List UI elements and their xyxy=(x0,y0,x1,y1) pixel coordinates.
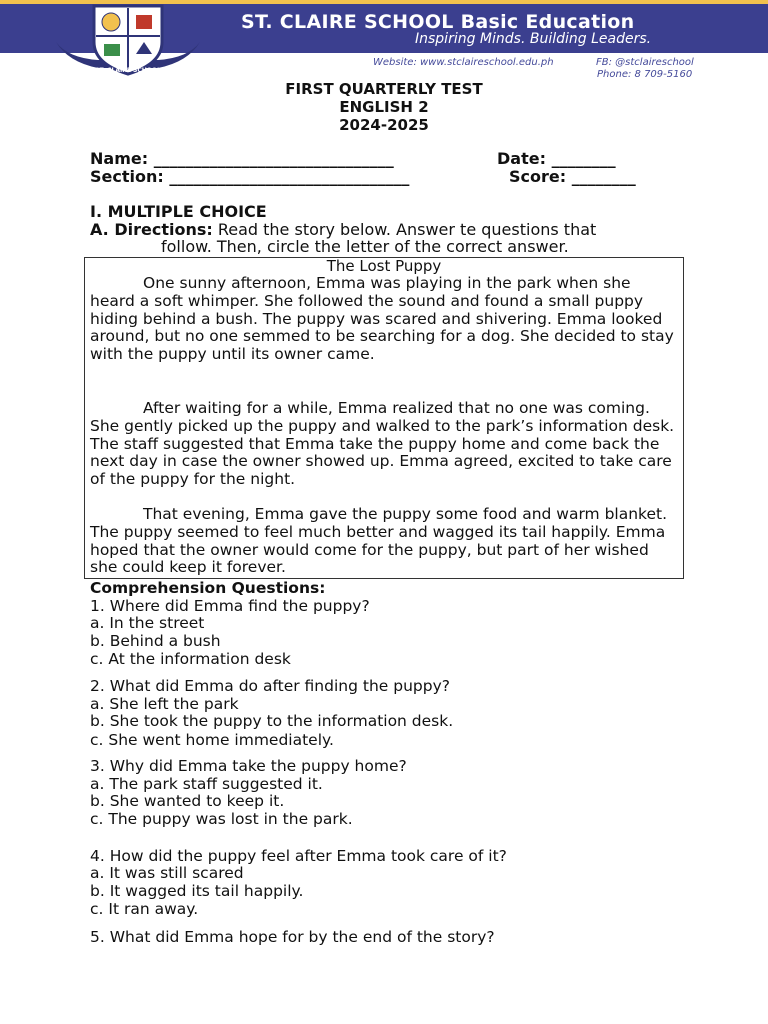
leaf-icon xyxy=(104,44,120,56)
story-paragraph-2: After waiting for a while, Emma realized that no one was coming. She gently picked up the puppy and walked to the park’s information desk. The staff suggested that Emma take the puppy home and come back the next day in case the owner showed up. Emma agreed, excited to take care of the puppy for the night. xyxy=(90,399,675,489)
section-label: Section: xyxy=(90,167,164,186)
question-3: 3. Why did Emma take the puppy home? xyxy=(90,757,407,775)
question-5: 5. What did Emma hope for by the end of the story? xyxy=(90,928,495,946)
date-blank[interactable]: ________ xyxy=(551,149,616,168)
score-blank[interactable]: ________ xyxy=(571,167,636,186)
name-blank[interactable]: ______________________________ xyxy=(153,149,394,168)
book-icon xyxy=(136,15,152,29)
question-2: 2. What did Emma do after finding the puppy? xyxy=(90,677,450,695)
story-paragraph-1: One sunny afternoon, Emma was playing in the park when she heard a soft whimper. She followed the sound and found a small puppy hiding behind a bush. The puppy was scared and shivering. Emma looked around, but no one semmed to be searching for a dog. She decided to stay with the puppy until its owner came. xyxy=(90,274,674,364)
date-field[interactable] xyxy=(497,149,616,168)
score-label: Score: xyxy=(509,167,567,186)
question-1-option-a[interactable]: a. In the street xyxy=(90,614,205,632)
question-1: 1. Where did Emma find the puppy? xyxy=(90,597,370,615)
question-2-option-a[interactable]: a. She left the park xyxy=(90,695,239,713)
score-field[interactable] xyxy=(509,167,636,186)
section-field[interactable] xyxy=(90,167,409,186)
logo-text: ST. CLAIRE SCHOOL xyxy=(95,67,161,74)
question-4-option-a[interactable]: a. It was still scared xyxy=(90,864,244,882)
question-4-option-b[interactable]: b. It wagged its tail happily. xyxy=(90,882,304,900)
part-heading: I. MULTIPLE CHOICE xyxy=(90,202,267,221)
phone-text: Phone: 8 709-5160 xyxy=(597,69,693,80)
test-title: FIRST QUARTERLY TEST xyxy=(285,80,483,98)
school-name: ST. CLAIRE SCHOOL Basic Education xyxy=(241,11,635,33)
school-logo xyxy=(48,2,208,78)
question-1-option-c[interactable]: c. At the information desk xyxy=(90,650,291,668)
test-subject: ENGLISH 2 xyxy=(339,98,429,116)
name-field[interactable] xyxy=(90,149,394,168)
website-text: Website: www.stclaireschool.edu.ph xyxy=(373,57,554,68)
test-year: 2024-2025 xyxy=(339,116,429,134)
story-title: The Lost Puppy xyxy=(326,257,442,275)
question-3-option-a[interactable]: a. The park staff suggested it. xyxy=(90,775,323,793)
question-1-option-b[interactable]: b. Behind a bush xyxy=(90,632,221,650)
directions-text-1: Read the story below. Answer te questions that xyxy=(212,220,597,239)
name-label: Name: xyxy=(90,149,149,168)
question-4-option-c[interactable]: c. It ran away. xyxy=(90,900,199,918)
sun-icon xyxy=(102,13,120,31)
question-2-option-b[interactable]: b. She took the puppy to the information desk. xyxy=(90,712,454,730)
directions-line-2: follow. Then, circle the letter of the correct answer. xyxy=(161,237,569,256)
school-tagline: Inspiring Minds. Building Leaders. xyxy=(415,31,652,47)
question-3-option-b[interactable]: b. She wanted to keep it. xyxy=(90,792,285,810)
story-paragraph-3: That evening, Emma gave the puppy some food and warm blanket. The puppy seemed to feel much better and wagged its tail happily. Emma hoped that the owner would come for the puppy, but part of her wished she could keep it forever. xyxy=(90,505,668,577)
section-blank[interactable]: ______________________________ xyxy=(169,167,410,186)
comprehension-heading: Comprehension Questions: xyxy=(90,579,326,597)
directions-label: A. Directions: xyxy=(90,220,213,239)
question-4: 4. How did the puppy feel after Emma took care of it? xyxy=(90,847,507,865)
date-label: Date: xyxy=(497,149,546,168)
question-3-option-c[interactable]: c. The puppy was lost in the park. xyxy=(90,810,353,828)
question-2-option-c[interactable]: c. She went home immediately. xyxy=(90,731,334,749)
facebook-text: FB: @stclaireschool xyxy=(596,57,694,68)
